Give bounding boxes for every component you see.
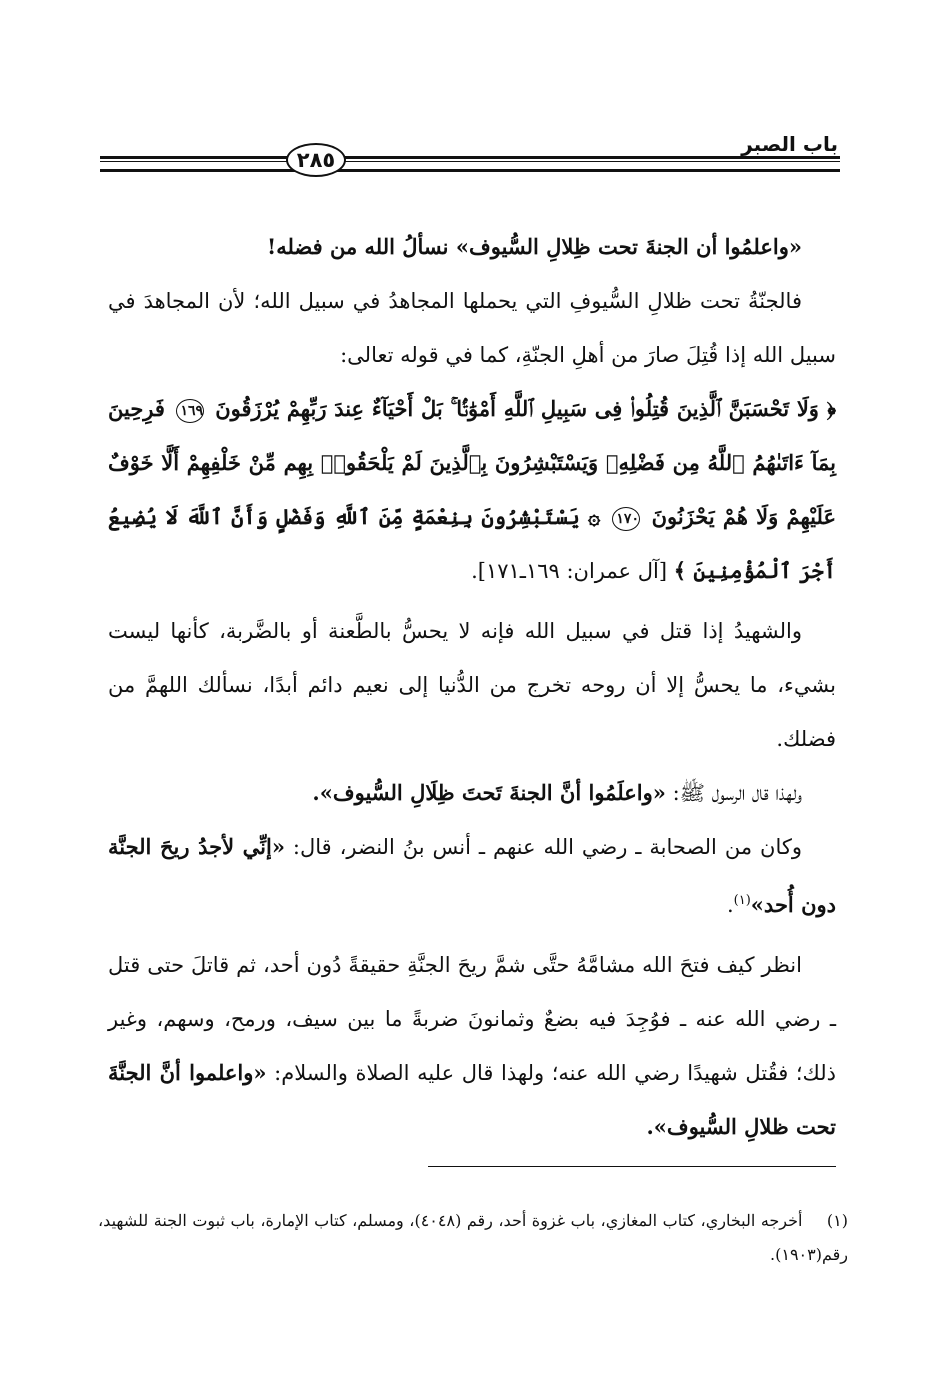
- paragraph-6-lead: انظر كيف فتحَ الله مشامَّهُ حتَّى شمَّ ريحَ الجنَّةِ حقيقةً دُون أحد، ثم قاتلَ حتى قتل ـ رضي الله عنه ـ فوُجِدَ فيه بضعٌ وثمانونَ ضربةً ما بين سيف، ورمح، وسهم، وغير ذلك؛ فقُتل شهيدًا رضي الله عنه؛ ولهذا قال عليه الصلاة والسلام:: [108, 953, 836, 1085]
- quran-verse-part-1: ﴿ وَلَا تَحْسَبَنَّ ٱلَّذِينَ قُتِلُوا۟ فِى سَبِيلِ ٱللَّهِ أَمْوَٰتًۢا ۚ بَلْ أَحْيَآءٌ عِندَ رَبِّهِمْ يُرْزَقُونَ: [215, 396, 837, 421]
- quran-verse-part-3: ۞ يَسْتَبْشِرُونَ بِنِعْمَةٍ مِّنَ ٱللَّهِ وَفَضْلٍ وَأَنَّ ٱللَّهَ لَا يُضِيعُ أَجْرَ ٱلْمُؤْمِنِينَ ﴾: [108, 504, 836, 583]
- ayah-number-169: ١٦٩: [176, 399, 204, 423]
- ayah-number-170: ١٧٠: [612, 507, 640, 531]
- main-text: [108, 220, 836, 1154]
- footnote: [98, 1204, 848, 1272]
- footnote-separator: [428, 1166, 836, 1167]
- paragraph-4: [108, 766, 836, 820]
- running-title: باب الصبر: [741, 132, 838, 156]
- page-number: ٢٨٥: [286, 143, 346, 177]
- header-double-line: [100, 156, 840, 172]
- paragraph-6: [108, 938, 836, 1154]
- paragraph-5-end: .: [726, 893, 734, 917]
- footnote-text: أخرجه البخاري، كتاب المغازي، باب غزوة أحد، رقم (٤٠٤٨)، ومسلم، كتاب الإمارة، باب ثبوت الجنة للشهيد، رقم(١٩٠٣).: [98, 1211, 848, 1264]
- quran-verse-part-2: فَرِحِينَ بِمَآ ءَاتَىٰهُمُ ٱللَّهُ مِن فَضْلِهِۦ وَيَسْتَبْشِرُونَ بِٱلَّذِينَ لَمْ يَلْحَقُوا۟ بِهِم مِّنْ خَلْفِهِمْ أَلَّا خَوْفٌ عَلَيْهِمْ وَلَا هُمْ يَحْزَنُونَ: [108, 396, 836, 529]
- hadith-quote-2: «إنِّي لأجدُ ريحَ الجنَّة دون أُحد»: [108, 834, 836, 917]
- paragraph-3: والشهيدُ إذا قتل في سبيل الله فإنه لا يحسُّ بالطَّعنة أو بالضَّربة، كأنها ليست بشيء، ما يحسُّ إلا أن روحه تخرج من الدُّنيا إلى نعيم دائم أبدًا، نسألك اللهمَّ من فضلك.: [108, 619, 836, 751]
- footnote-reference[interactable]: (١): [733, 893, 751, 908]
- paragraph-1: «واعلمُوا أن الجنةَ تحت ظِلالِ السُّيوف» نسألُ الله من فضله!: [266, 234, 802, 259]
- paragraph-5-lead: وكان من الصحابة ـ رضي الله عنهم ـ أنس بنُ النضر، قال:: [292, 835, 802, 859]
- header-rule: [100, 150, 840, 172]
- quran-reference: [آل عمران: ١٦٩ـ١٧١].: [471, 559, 668, 583]
- quran-verse: [108, 382, 836, 598]
- paragraph-5: [108, 820, 836, 932]
- paragraph-4-lead: ولهذا قال الرسول ﷺ:: [672, 781, 802, 805]
- paragraph-2: فالجنّةُ تحت ظلالِ السُّيوفِ التي يحملها المجاهدُ في سبيل الله؛ لأن المجاهدَ في سبيل الله إذا قُتِلَ صارَ من أهلِ الجنّةِ، كما في قوله تعالى:: [108, 289, 836, 367]
- footnote-marker: (١): [826, 1211, 848, 1230]
- hadith-quote-3: «واعلموا أنَّ الجنَّةَ تحت ظلالِ السُّيوف».: [108, 1060, 836, 1139]
- hadith-quote-1: «واعلَمُوا أنَّ الجنةَ تَحتَ ظِلَالِ السُّيوف».: [312, 780, 666, 805]
